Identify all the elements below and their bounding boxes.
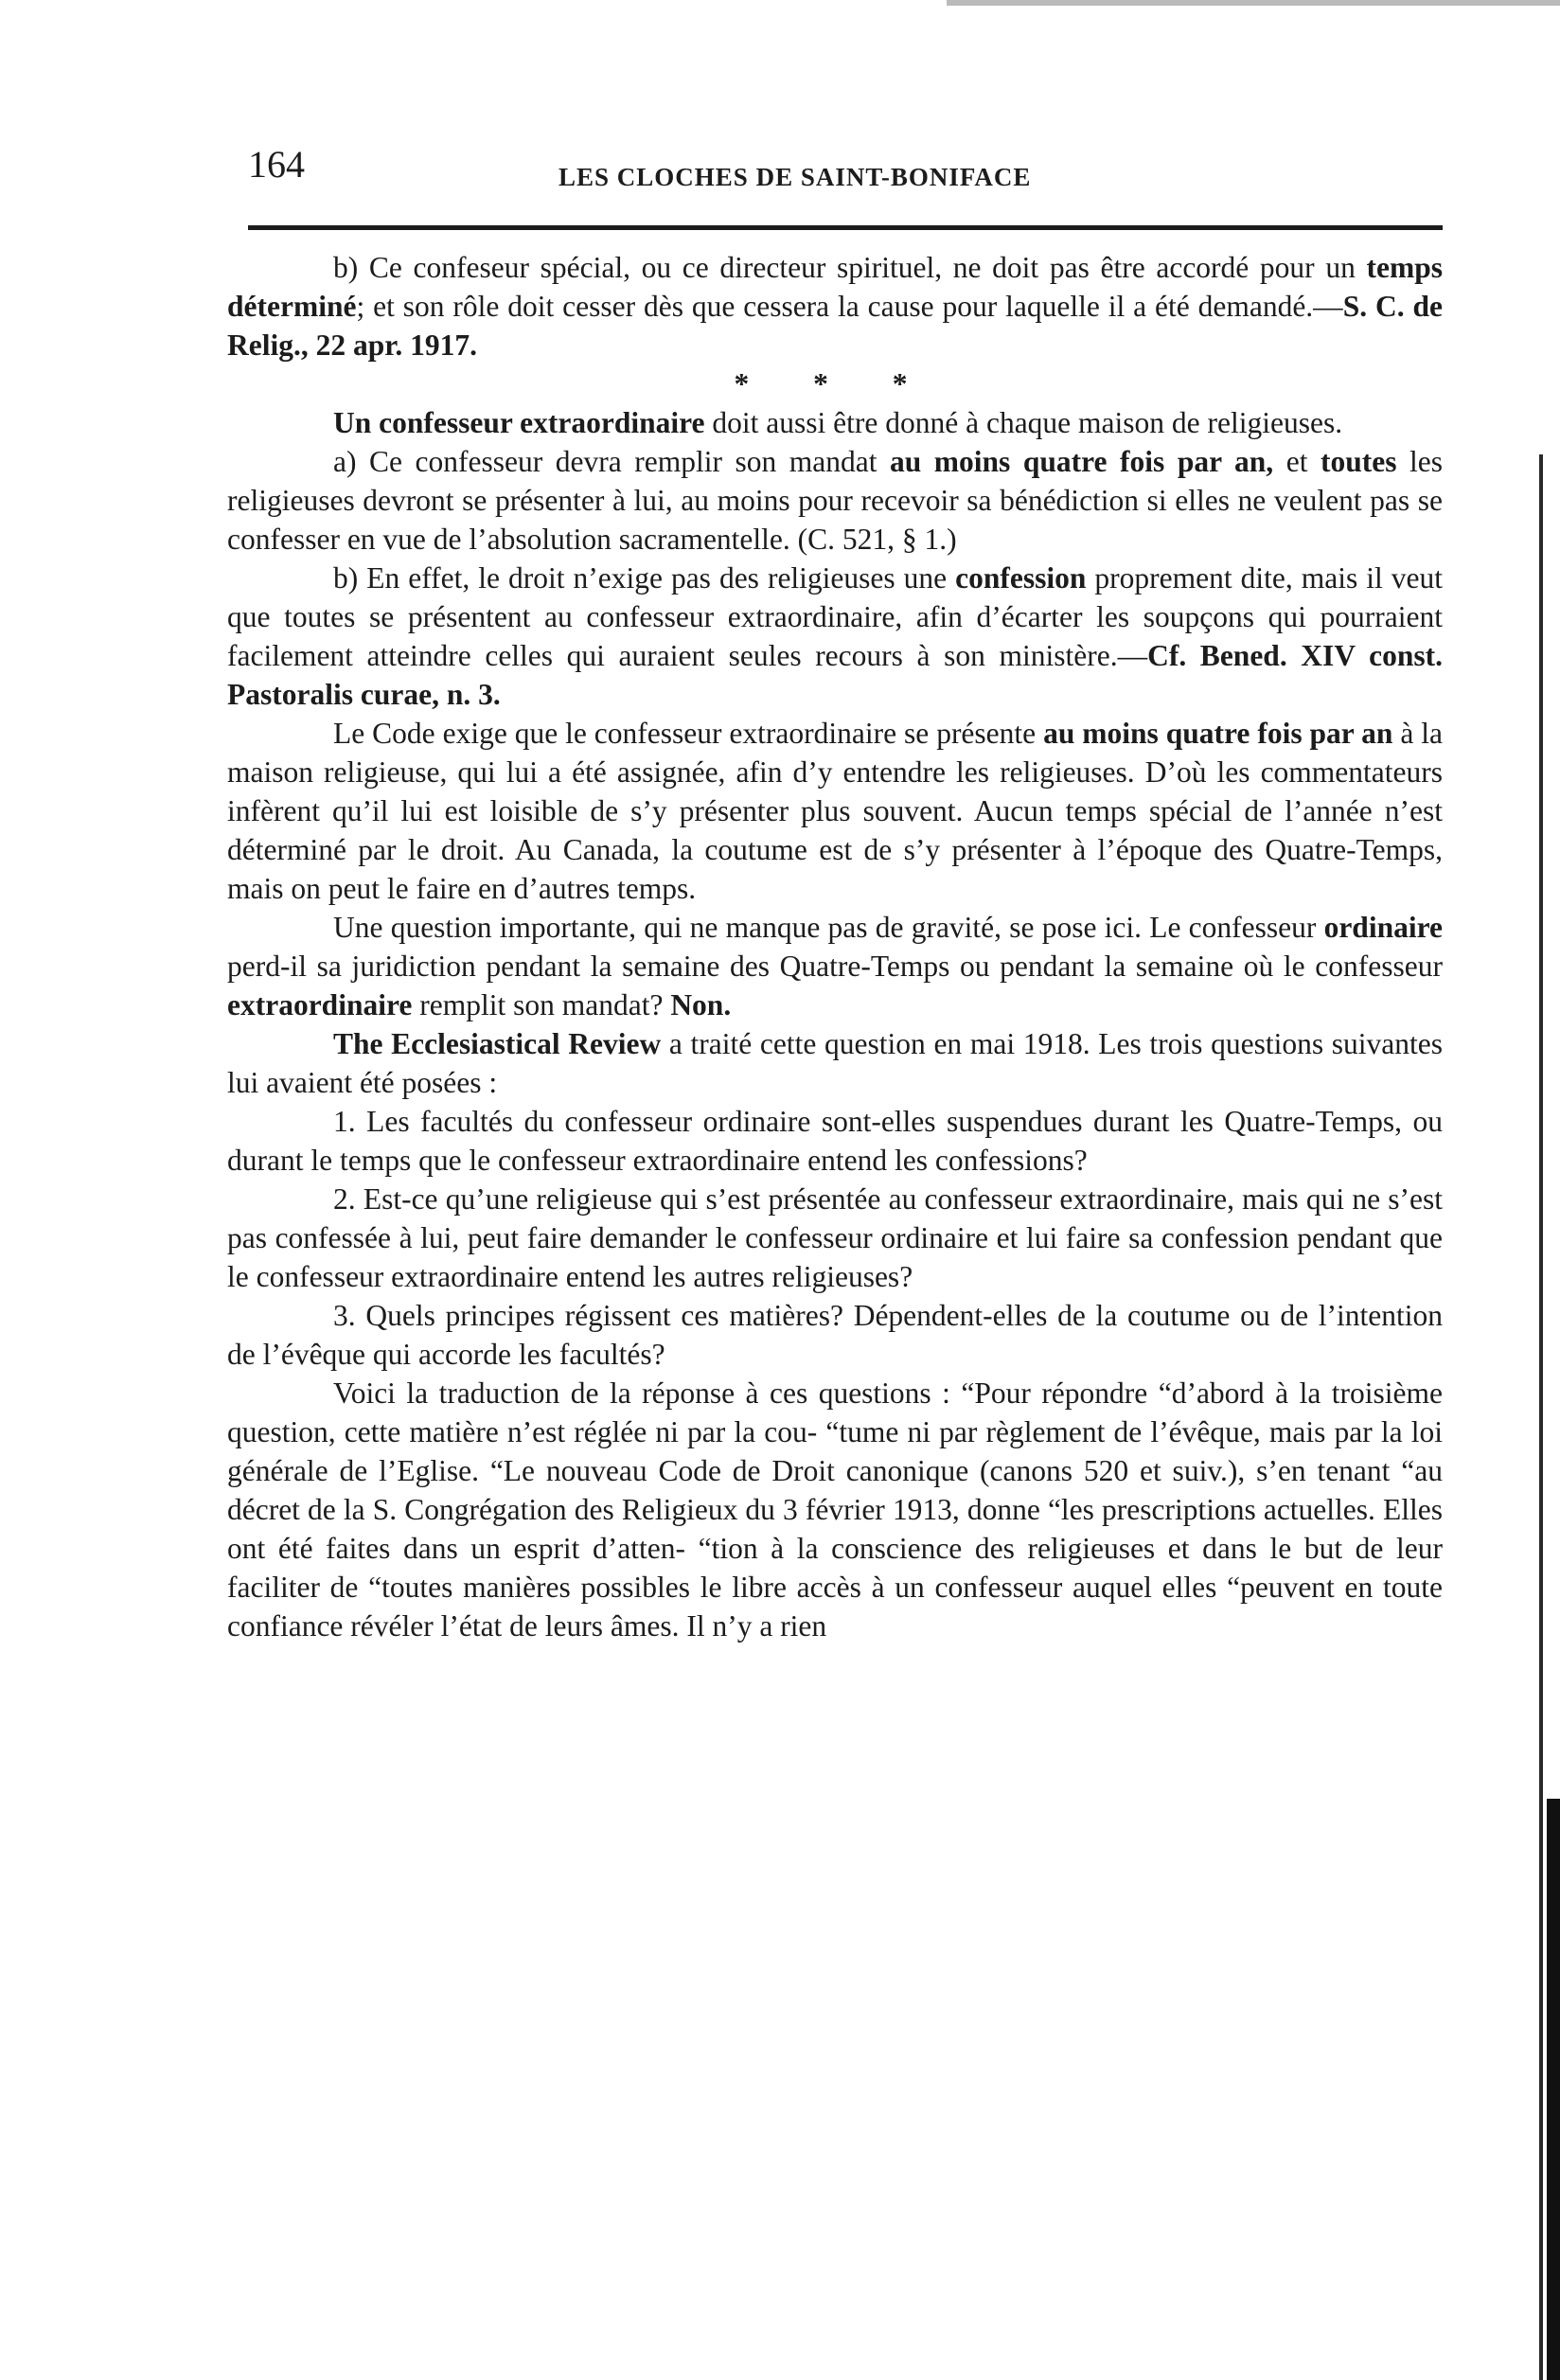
paragraph [227, 403, 1443, 442]
text-run: 1. Les facultés du confesseur ordinaire sont-elles suspendues durant les Quatre-Temps, ou durant le temps que le confesseur extraordinaire entend les confessions? [227, 1105, 1443, 1177]
text-run: ; et son rôle doit cesser dès que cessera la cause pour laquelle il a été demandé.— [356, 290, 1343, 323]
text-run: proprement dite, mais il veut que toutes se présentent au confesseur extraordinaire, afin d’écarter les soupçons qui pourraient facilement atteindre celles qui auraient seules recours à son ministère.— [227, 561, 1443, 672]
text-run: à la maison religieuse, qui lui a été assignée, afin d’y entendre les religieuses. D’où les commentateurs infèrent qu’il lui est loisible de s’y présenter plus souvent. Aucun temps spécial de l’année n’est déterminé par le droit. Au Canada, la coutume est de s’y présenter à l’époque des Quatre-Temps, mais on peut le faire en d’autres temps. [227, 717, 1443, 905]
bold-text-run: Cf. Bened. XIV const. Pastoralis curae, n. 3. [227, 639, 1443, 711]
paragraph [227, 248, 1443, 364]
text-run: 2. Est-ce qu’une religieuse qui s’est présentée au confesseur extraordinaire, mais qui ne s’est pas confessée à lui, peut faire demander le confesseur ordinaire et lui faire sa confession pendant que le confesseur extraordinaire entend les autres religieuses? [227, 1182, 1443, 1293]
running-title: LES CLOCHES DE SAINT-BONIFACE [558, 163, 1032, 191]
text-run: a) Ce confesseur devra remplir son mandat [333, 445, 890, 478]
text-run: a traité cette question en mai 1918. Les trois questions suivantes lui avaient été posées : [227, 1027, 1443, 1099]
bold-text-run: The Ecclesiastical Review [333, 1027, 662, 1060]
page-number: 164 [248, 143, 305, 186]
bold-text-run: au moins quatre fois par an, [890, 445, 1274, 478]
text-run: Le Code exige que le confesseur extraordinaire se présente [333, 717, 1044, 750]
text-run: Une question importante, qui ne manque pas de gravité, se pose ici. Le confesseur [333, 911, 1324, 944]
paragraph [227, 1024, 1443, 1102]
header-rule [248, 225, 1443, 230]
text-run: b) En effet, le droit n’exige pas des religieuses une [333, 561, 956, 595]
text-run: et [1273, 445, 1321, 478]
body-text [227, 248, 1443, 1645]
text-run: les religieuses devront se présenter à lui, au moins pour recevoir sa bénédiction si elles ne veulent pas se confesser en vue de l’absolution sacramentelle. (C. 521, § 1.) [227, 445, 1444, 556]
paragraph [227, 1374, 1443, 1645]
scan-edge-right [1539, 454, 1543, 2380]
paragraph [227, 559, 1443, 714]
bold-text-run: au moins quatre fois par an [1043, 717, 1393, 750]
paragraph [227, 714, 1443, 908]
bold-text-run: Non. [670, 988, 732, 1021]
paragraph [227, 1102, 1443, 1180]
text-run: b) Ce confeseur spécial, ou ce directeur spirituel, ne doit pas être accordé pour un [333, 251, 1367, 284]
text-run: Voici la traduction de la réponse à ces questions : “Pour répondre “d’abord à la troisième question, cette matière n’est réglée ni par la cou- “tume ni par règlement de l’évêque, mais par la loi générale de l’Eglise. “Le nouveau Code de Droit canonique (canons 520 et suiv.), s’en tenant “au décret de la S. Congrégation des Religieux du 3 février 1913, donne “les prescriptions actuelles. Elles ont été faites dans un esprit d’atten- “tion à la conscience des religieuses et dans le but de leur faciliter de “toutes manières possibles le libre accès à un confesseur auquel elles “peuvent en toute confiance révéler l’état de leurs âmes. Il n’y a rien [227, 1376, 1443, 1643]
paragraph [227, 442, 1443, 559]
text-run: doit aussi être donné à chaque maison de religieuses. [704, 406, 1343, 439]
text-run: 3. Quels principes régissent ces matières? Dépendent-elles de la coutume ou de l’intention de l’évêque qui accorde les facultés? [227, 1299, 1443, 1371]
paragraph [227, 1180, 1443, 1296]
bold-text-run: ordinaire [1323, 911, 1443, 944]
bold-text-run: Un confesseur extraordinaire [333, 406, 705, 439]
page-header [248, 142, 1443, 199]
paragraph [227, 1296, 1443, 1374]
bold-text-run: extraordinaire [227, 988, 413, 1021]
text-run: remplit son mandat? [412, 988, 671, 1021]
bold-text-run: toutes [1320, 445, 1397, 478]
section-separator: * * * [734, 367, 936, 400]
paragraph [227, 908, 1443, 1024]
scan-edge-binding [1547, 1799, 1560, 2380]
bold-text-run: S. C. de Relig., 22 apr. 1917. [227, 290, 1443, 362]
text-run: perd-il sa juridiction pendant la semaine des Quatre-Temps ou pendant la semaine où le confesseur [227, 950, 1443, 983]
bold-text-run: confession [955, 561, 1087, 595]
bold-text-run: temps déterminé [227, 251, 1443, 323]
scan-edge-top [947, 0, 1560, 6]
